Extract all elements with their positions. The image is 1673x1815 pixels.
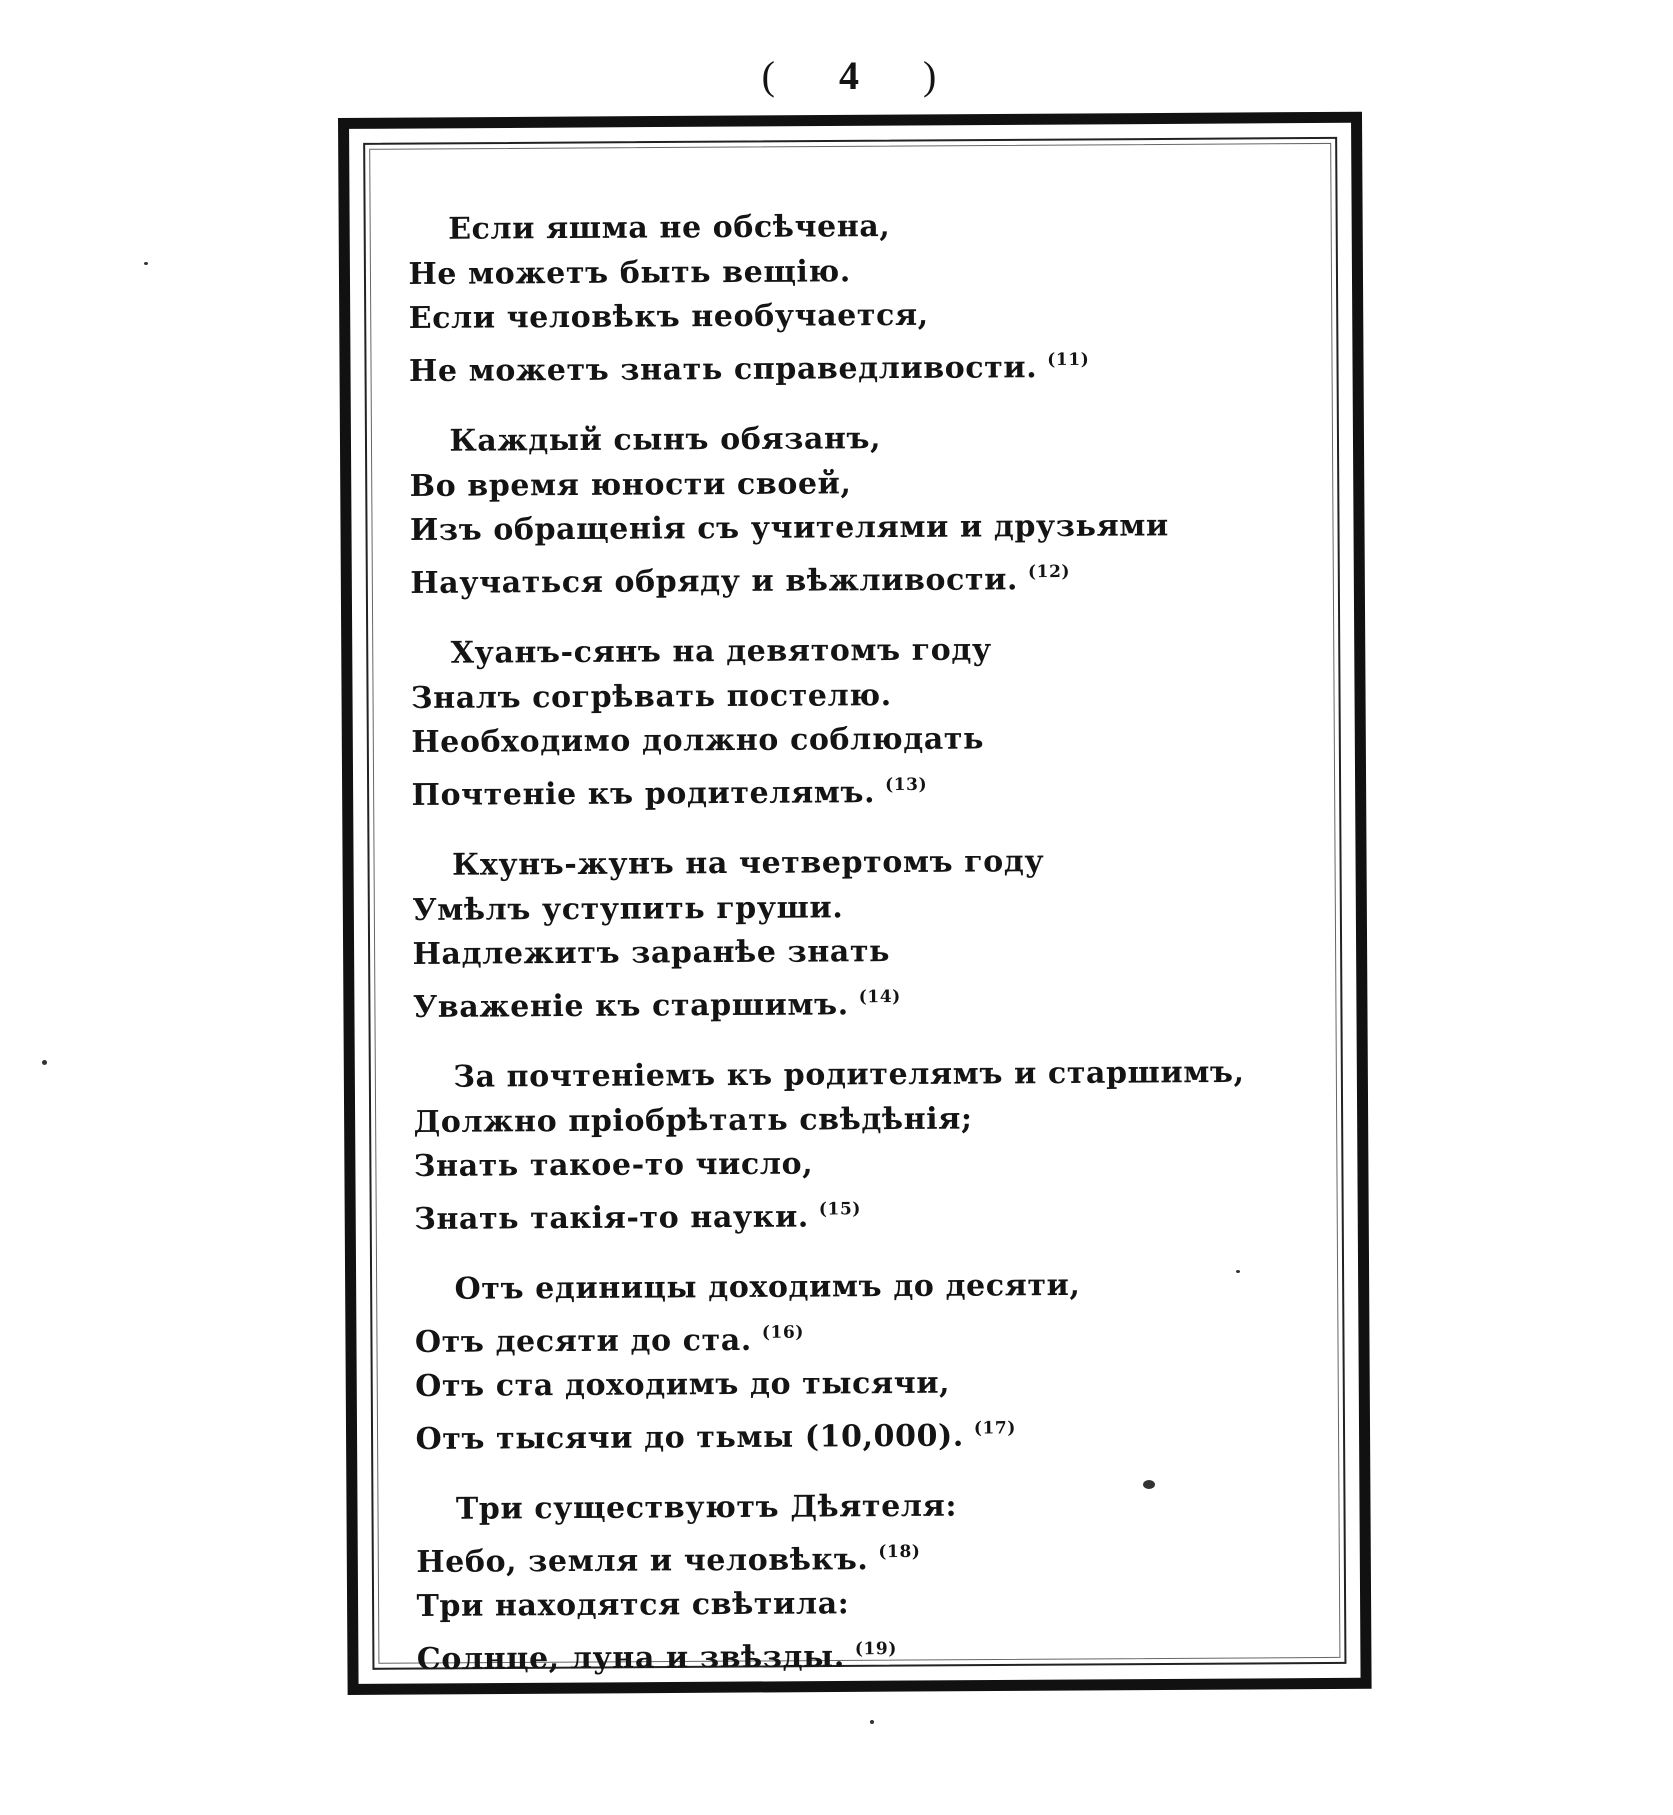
verse-line: Отъ тысячи до тьмы (10,000). [415,1418,964,1457]
verse-line: Почтеніе къ родителямъ. [411,774,876,813]
verse-line: Хуанъ-сянъ на девятомъ году [450,632,992,671]
page-number-value: 4 [839,53,861,98]
footnote-ref: (11) [1047,349,1090,370]
paren-open: ( [761,53,777,98]
verse-line: Три существуютъ Дѣятеля: [455,1488,958,1527]
verse-text [408,203,1317,1708]
verse-line: Отъ десяти до ста. [414,1322,752,1360]
verse-line: Знать такія-то науки. [414,1199,810,1237]
verse-line: Отъ ста доходимъ до тысячи, [415,1365,951,1404]
verse-line: Должно пріобрѣтать свѣдѣнія; [413,1101,973,1140]
verse-line: Если яшма не обсѣчена, [448,209,891,247]
stanza-2 [409,414,1310,605]
page-number [0,52,1673,99]
verse-line: Если человѣкъ необучается, [408,297,929,336]
footnote-ref: (19) [854,1638,898,1659]
verse-line: Небо, земля и человѣкъ. [416,1541,869,1580]
stanza-7 [416,1482,1317,1681]
verse-line: Необходимо должно соблюдать [411,721,985,760]
verse-line: Каждый сынъ обязанъ, [449,421,882,459]
scan-speck [42,1060,47,1065]
footnote-ref: (16) [761,1322,805,1343]
verse-line: Во время юности своей, [409,465,852,504]
verse-line: Не можетъ быть вещію. [408,253,851,292]
verse-line: Кхунъ-жунъ на четвертомъ году [451,844,1045,883]
verse-line: За почтеніемъ къ родителямъ и старшимъ, [453,1054,1245,1095]
stanza-3 [411,626,1312,817]
verse-line: Отъ единицы доходимъ до десяти, [454,1267,1081,1307]
footnote-ref: (12) [1027,561,1071,582]
footnote-ref: (14) [858,986,901,1007]
footnote-ref: (18) [878,1541,921,1562]
scan-speck [870,1720,874,1724]
verse-line: Надлежитъ заранѣе знать [412,934,891,972]
scan-speck [1236,1270,1240,1273]
verse-line: Зналъ согрѣвать постелю. [410,677,892,716]
stanza-4 [412,838,1313,1029]
verse-line: Три находятся свѣтила: [416,1586,850,1624]
verse-line: Научаться обряду и вѣжливости. [410,561,1019,601]
footnote-ref: (17) [973,1417,1017,1439]
verse-line: Знать такое-то число, [413,1146,814,1184]
footnote-ref: (15) [818,1198,862,1220]
stanza-1 [408,203,1309,394]
verse-line: Изъ обращенія съ учителями и друзьями [409,508,1169,548]
footnote-ref: (13) [885,774,928,795]
scan-speck [144,262,148,265]
stanza-5 [413,1050,1314,1241]
scan-speck [1143,1480,1155,1489]
verse-line: Уваженіе къ старшимъ. [412,986,849,1025]
paren-close: ) [923,53,939,98]
verse-line: Солнце, луна и звѣзды. [416,1638,845,1677]
verse-line: Не можетъ знать справедливости. [408,349,1038,389]
stanza-6 [414,1262,1315,1461]
verse-line: Умѣлъ уступить груши. [412,889,844,928]
